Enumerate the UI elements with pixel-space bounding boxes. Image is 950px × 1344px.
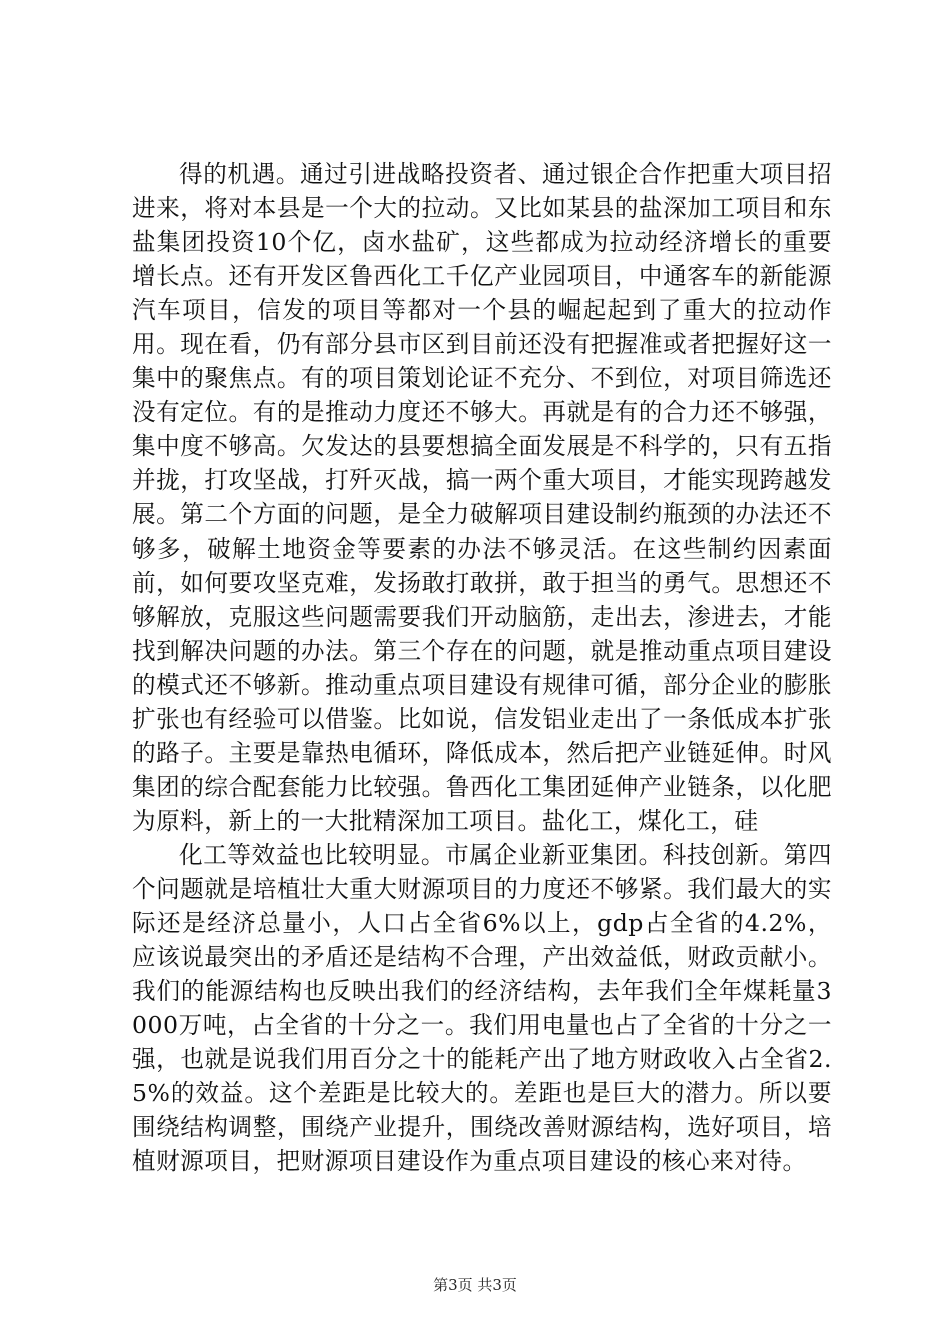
paragraph-1: 得的机遇。通过引进战略投资者、通过银企合作把重大项目招进来，将对本县是一个大的拉动。又比如某县的盐深加工项目和东盐集团投资10个亿，卤水盐矿，这些都成为拉动经济增长的重要增长点。还有开发区鲁西化工千亿产业园项目，中通客车的新能源汽车项目，信发的项目等都对一个县的崛起起到了重大的拉动作用。现在看，仍有部分县市区到目前还没有把握准或者把握好这一集中的聚焦点。有的项目策划论证不充分、不到位，对项目筛选还没有定位。有的是推动力度还不够大。再就是有的合力还不够强，集中度不够高。欠发达的县要想搞全面发展是不科学的，只有五指并拢，打攻坚战，打歼灭战，搞一两个重大项目，才能实现跨越发展。第二个方面的问题，是全力破解项目建设制约瓶颈的办法还不够多，破解土地资金等要素的办法不够灵活。在这些制约因素面前，如何要攻坚克难，发扬敢打敢拼，敢于担当的勇气。思想还不够解放，克服这些问题需要我们开动脑筋，走出去，渗进去，才能找到解决问题的办法。第三个存在的问题，就是推动重点项目建设的模式还不够新。推动重点项目建设有规律可循，部分企业的膨胀扩张也有经验可以借鉴。比如说，信发铝业走出了一条低成本扩张的路子。主要是靠热电循环，降低成本，然后把产业链延伸。时风集团的综合配套能力比较强。鲁西化工集团延伸产业链条，以化肥为原料，新上的一大批精深加工项目。盐化工，煤化工，硅 — [132, 160, 832, 835]
page-footer: 第3页 共3页 — [433, 1276, 517, 1294]
document-body — [132, 157, 832, 1178]
paragraph-2: 化工等效益也比较明显。市属企业新亚集团。科技创新。第四个问题就是培植壮大重大财源项目的力度还不够紧。我们最大的实际还是经济总量小，人口占全省6%以上，gdp占全省的4.2%，应该说最突出的矛盾还是结构不合理，产出效益低，财政贡献小。我们的能源结构也反映出我们的经济结构，去年我们全年煤耗量3000万吨，占全省的十分之一。我们用电量也占了全省的十分之一强，也就是说我们用百分之十的能耗产出了地方财政收入占全省2.5%的效益。这个差距是比较大的。差距也是巨大的潜力。所以要围绕结构调整，围绕产业提升，围绕改善财源结构，选好项目，培植财源项目，把财源项目建设作为重点项目建设的核心来对待。 — [132, 840, 832, 1176]
